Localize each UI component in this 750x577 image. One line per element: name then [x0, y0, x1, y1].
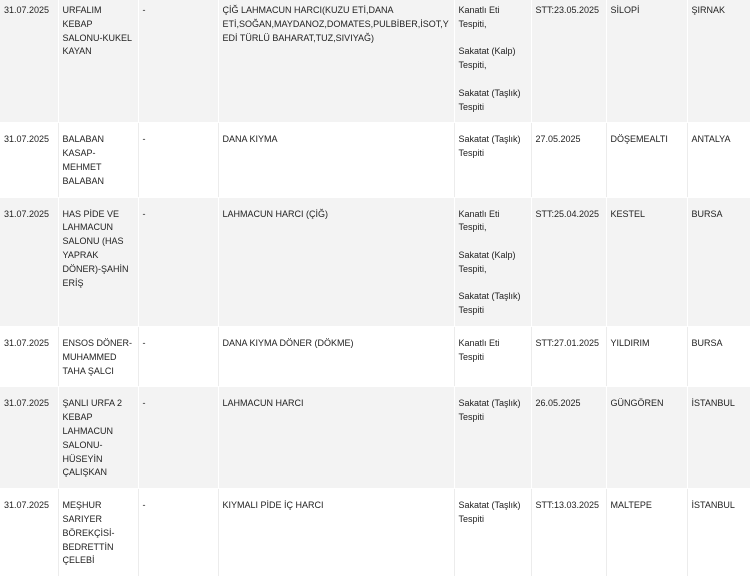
finding-item: Sakatat (Taşlık) Tespiti: [458, 291, 521, 316]
district-cell: YILDIRIM: [606, 326, 687, 386]
expiry-date-cell: STT:13.03.2025: [531, 489, 606, 577]
findings-cell: [454, 197, 531, 326]
product-name-cell: KIYMALI PİDE İÇ HARCI: [218, 489, 454, 577]
finding-item: Sakatat (Taşlık) Tespiti: [458, 398, 521, 423]
finding-item: Kanatlı Eti Tespiti,: [458, 208, 500, 233]
expiry-date-cell: STT:23.05.2025: [531, 0, 606, 123]
expiry-date-cell: 27.05.2025: [531, 123, 606, 197]
findings-cell: [454, 123, 531, 197]
province-cell: İSTANBUL: [687, 387, 750, 489]
province-cell: BURSA: [687, 326, 750, 386]
finding-spacer: [459, 277, 527, 291]
business-name-cell: URFALIM KEBAP SALONU-KUKEL KAYAN: [58, 0, 138, 123]
brand-cell: -: [138, 387, 218, 489]
business-name-cell: HAS PİDE VE LAHMACUN SALONU (HAS YAPRAK DÖNER)-ŞAHİN ERİŞ: [58, 197, 138, 326]
table-row: [0, 0, 750, 123]
province-cell: İSTANBUL: [687, 489, 750, 577]
business-name-cell: BALABAN KASAP-MEHMET BALABAN: [58, 123, 138, 197]
table-row: [0, 326, 750, 386]
district-cell: KESTEL: [606, 197, 687, 326]
product-name-cell: DANA KIYMA DÖNER (DÖKME): [218, 326, 454, 386]
finding-item: Kanatlı Eti Tespiti: [458, 337, 500, 362]
expiry-date-cell: 26.05.2025: [531, 387, 606, 489]
date-cell: 31.07.2025: [0, 326, 58, 386]
province-cell: BURSA: [687, 197, 750, 326]
finding-item: Kanatlı Eti Tespiti,: [458, 5, 500, 29]
finding-spacer: [459, 235, 527, 249]
table-row: [0, 387, 750, 489]
province-cell: ANTALYA: [687, 123, 750, 197]
date-cell: 31.07.2025: [0, 123, 58, 197]
date-cell: 31.07.2025: [0, 197, 58, 326]
brand-cell: -: [138, 489, 218, 577]
business-name-cell: ŞANLI URFA 2 KEBAP LAHMACUN SALONU-HÜSEYİN ÇALIŞKAN: [58, 387, 138, 489]
product-name-cell: ÇİĞ LAHMACUN HARCI(KUZU ETİ,DANA ETİ,SOĞAN,MAYDANOZ,DOMATES,PULBİBER,İSOT,YEDİ TÜRLÜ BAHARAT,TUZ,SIVIYAĞ): [218, 0, 454, 123]
date-cell: 31.07.2025: [0, 489, 58, 577]
findings-cell: [454, 326, 531, 386]
table-row: [0, 197, 750, 326]
brand-cell: -: [138, 326, 218, 386]
findings-cell: [454, 0, 531, 123]
finding-item: Sakatat (Kalp) Tespiti,: [458, 46, 516, 71]
district-cell: MALTEPE: [606, 489, 687, 577]
province-cell: ŞIRNAK: [687, 0, 750, 123]
product-name-cell: LAHMACUN HARCI: [218, 387, 454, 489]
finding-item: Sakatat (Kalp) Tespiti,: [458, 249, 516, 274]
date-cell: 31.07.2025: [0, 387, 58, 489]
finding-item: Sakatat (Taşlık) Tespiti: [458, 87, 521, 112]
business-name-cell: MEŞHUR SARIYER BÖREKÇİSİ-BEDRETTİN ÇELEBİ: [58, 489, 138, 577]
finding-spacer: [459, 73, 527, 87]
date-cell: 31.07.2025: [0, 0, 58, 123]
business-name-cell: ENSOS DÖNER-MUHAMMED TAHA ŞALCI: [58, 326, 138, 386]
finding-item: Sakatat (Taşlık) Tespiti: [458, 134, 521, 159]
product-name-cell: LAHMACUN HARCI (ÇİĞ): [218, 197, 454, 326]
district-cell: SİLOPİ: [606, 0, 687, 123]
table-row: [0, 123, 750, 197]
finding-item: Sakatat (Taşlık) Tespiti: [458, 500, 521, 524]
expiry-date-cell: STT:25.04.2025: [531, 197, 606, 326]
findings-cell: [454, 387, 531, 489]
district-cell: GÜNGÖREN: [606, 387, 687, 489]
district-cell: DÖŞEMEALTI: [606, 123, 687, 197]
finding-spacer: [459, 32, 527, 46]
brand-cell: -: [138, 197, 218, 326]
brand-cell: -: [138, 123, 218, 197]
expiry-date-cell: STT:27.01.2025: [531, 326, 606, 386]
product-name-cell: DANA KIYMA: [218, 123, 454, 197]
brand-cell: -: [138, 0, 218, 123]
